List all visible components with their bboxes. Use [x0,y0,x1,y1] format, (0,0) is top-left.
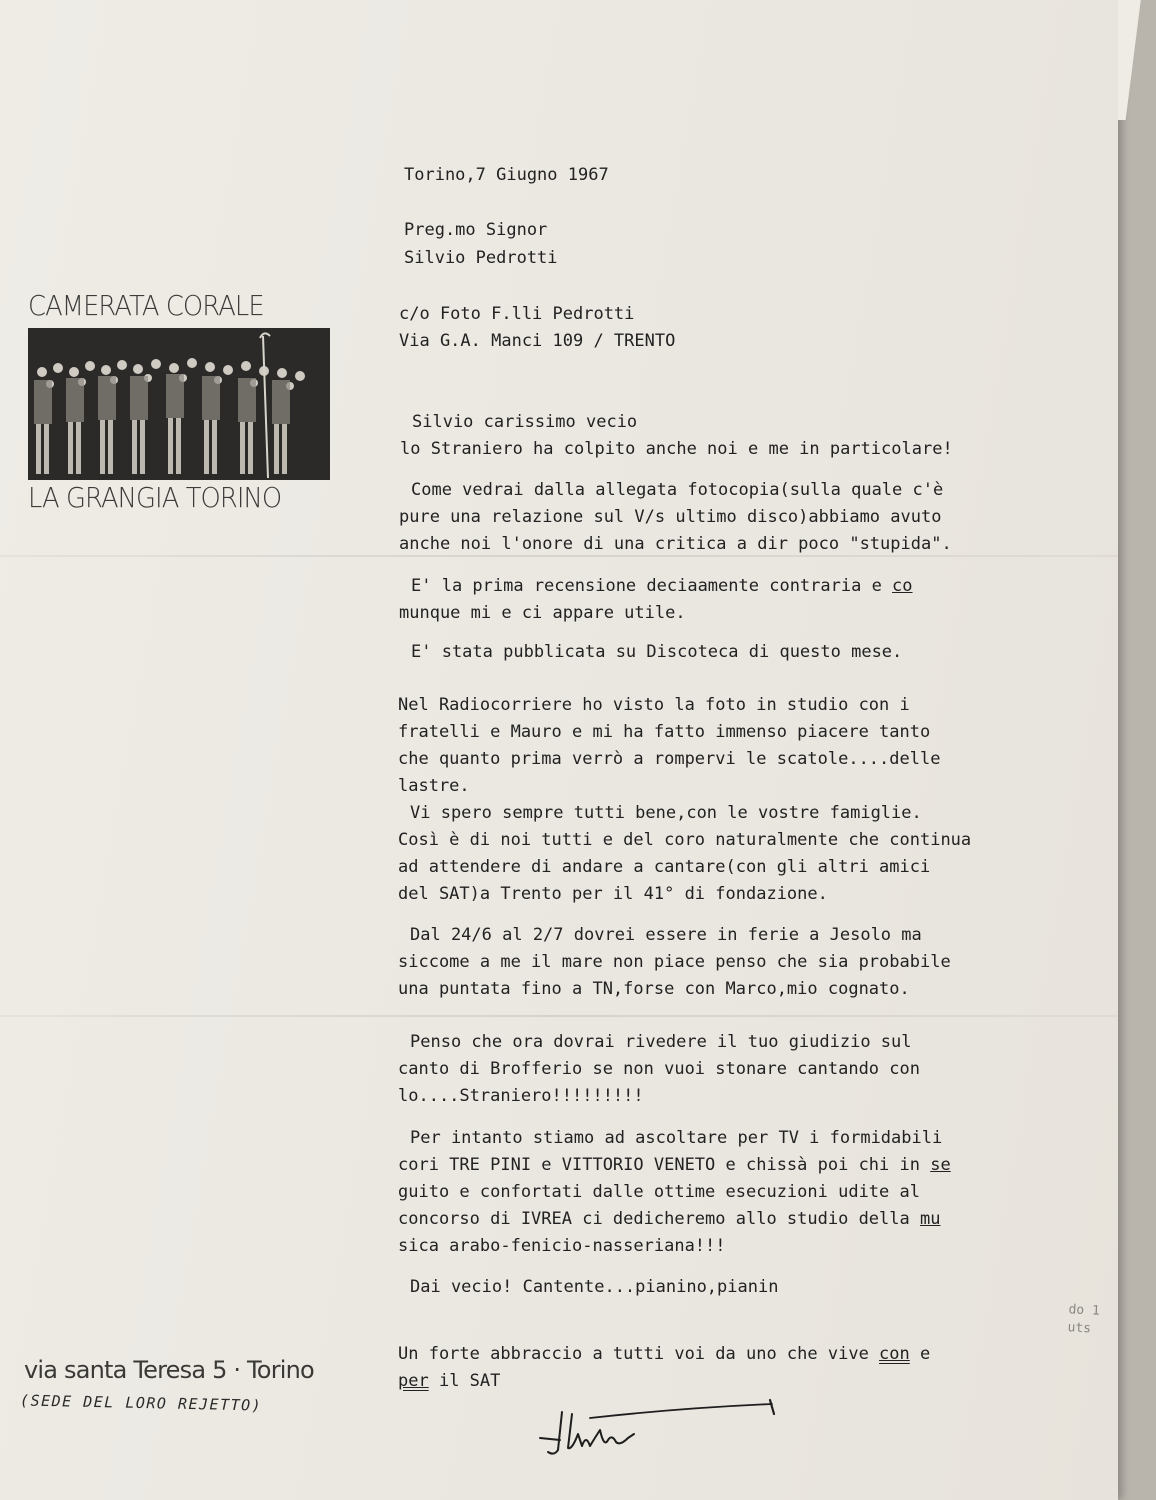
body-line [398,1153,951,1178]
closing-line [398,1369,500,1394]
body-line: Dal 24/6 al 2/7 dovrei essere in ferie a Jesolo ma [410,925,922,945]
letter-date: Torino,7 Giugno 1967 [404,165,609,185]
letterhead-title: CAMERATA CORALE [28,289,264,322]
fold-line [0,1015,1118,1017]
body-line: sica arabo-fenicio-nasseriana!!! [398,1236,726,1256]
body-line [411,574,913,599]
recipient-care-of: c/o Foto F.lli Pedrotti [399,304,635,324]
paper-edge [1118,0,1156,120]
body-line: che quanto prima verrò a rompervi le scatole....delle [398,749,941,769]
body-line: fratelli e Mauro e mi ha fatto immenso piacere tanto [398,722,931,742]
body-line: siccome a me il mare non piace penso che sia probabile [398,952,951,972]
body-line: Silvio carissimo vecio [412,412,638,432]
body-line: ad attendere di andare a cantare(con gli altri amici [398,857,931,877]
letterhead [28,290,338,514]
body-line: Dai vecio! Cantente...pianino,pianin [410,1277,779,1297]
letterhead-subtitle: LA GRANGIA TORINO [28,481,282,514]
body-line: munque mi e ci appare utile. [399,603,686,623]
body-line: lastre. [398,776,470,796]
body-line: Così è di noi tutti e del coro naturalmente che continua [398,830,972,850]
body-line: Penso che ora dovrai rivedere il tuo giudizio sul [410,1032,912,1052]
pencil-note: do 1 uts [1067,1302,1101,1337]
letterhead-address: via santa Teresa 5 · Torino [24,1356,314,1384]
text-span: cori TRE PINI e VITTORIO VENETO e chissà poi chi in [398,1155,931,1175]
body-line: Per intanto stiamo ad ascoltare per TV i formidabili [410,1128,943,1148]
body-line: canto di Brofferio se non vuoi stonare cantando con [398,1059,920,1079]
body-line: lo Straniero ha colpito anche noi e me in particolare! [400,439,953,459]
choir-photo [28,328,330,480]
text-span: concorso di IVREA ci dedicheremo allo studio della [398,1209,920,1229]
body-line: lo....Straniero!!!!!!!!! [398,1086,644,1106]
body-line: una puntata fino a TN,forse con Marco,mio cognato. [398,979,910,999]
body-line: E' stata pubblicata su Discoteca di questo mese. [411,642,903,662]
signature [520,1390,790,1470]
underlined-text: co [892,576,913,596]
salutation: Preg.mo Signor [404,220,548,240]
recipient-name: Silvio Pedrotti [404,248,558,268]
text-span: E' la prima recensione deciaamente contraria e [411,576,893,596]
underlined-text: per [398,1371,429,1391]
text-span: e [909,1344,931,1364]
body-line: Vi spero sempre tutti bene,con le vostre famiglie. [410,803,922,823]
closing-line [398,1342,930,1367]
body-line: guito e confortati dalle ottime esecuzioni udite al [398,1182,920,1202]
body-line: pure una relazione sul V/s ultimo disco)abbiamo avuto [399,507,942,527]
body-line: Come vedrai dalla allegata fotocopia(sulla quale c'è [411,480,944,500]
recipient-street: Via G.A. Manci 109 / TRENTO [399,331,676,351]
underlined-text: con [879,1344,910,1364]
underlined-text: mu [919,1209,941,1229]
body-line: Nel Radiocorriere ho visto la foto in studio con i [398,695,910,715]
body-line [398,1207,940,1232]
underlined-text: se [930,1155,951,1175]
text-span: Un forte abbraccio a tutti voi da uno che vive [398,1344,880,1364]
body-line: del SAT)a Trento per il 41° di fondazione. [398,884,828,904]
choir-silhouettes [28,328,330,480]
text-span: il SAT [428,1371,501,1391]
handwritten-note: (SEDE DEL LORO REJETTO) [19,1391,263,1415]
body-line: anche noi l'onore di una critica a dir poco "stupida". [399,534,952,554]
